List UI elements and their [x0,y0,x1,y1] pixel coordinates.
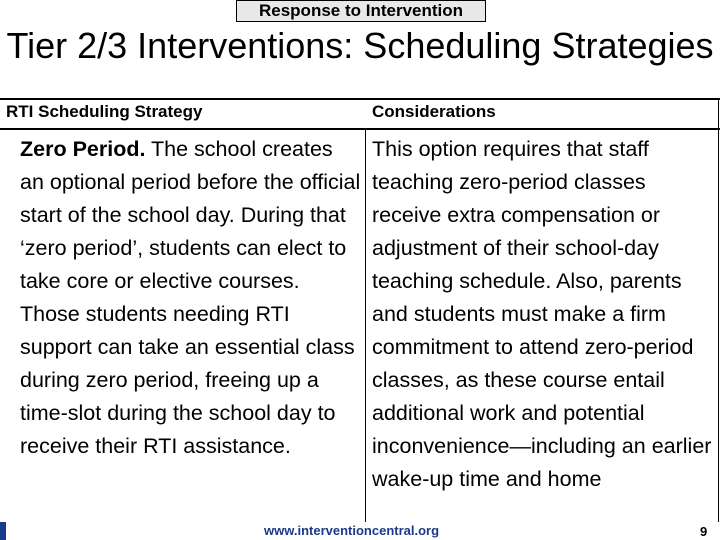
column-divider [365,128,366,540]
header-divider [0,128,720,130]
footer-url-link[interactable]: www.interventioncentral.org [264,523,440,538]
column-header-considerations: Considerations [372,102,496,121]
considerations-cell: This option requires that staff teaching zero-period classes receive extra compensation or adjustment of their school-day teaching schedule. Also, parents and students must make a firm commitment to attend zero-period classes, as these course entail additional work and potential inconvenience—including an earlier wake-up time and home [372,137,712,491]
strategy-description: The school creates an optional period before the official start of the school day. During that ‘zero period’, students can elect to take core or elective courses. Those students needing RTI support can take an essential class during zero period, freeing up a time-slot during the school day to receive their RTI assistance. [20,137,361,458]
column-header-strategy: RTI Scheduling Strategy [6,102,203,121]
table-right-border [718,98,719,540]
slide-title: Tier 2/3 Interventions: Scheduling Strategies [6,25,714,66]
strategy-cell [20,133,362,533]
footer-accent [0,522,6,540]
section-banner: Response to Intervention [236,0,486,22]
page-number: 9 [700,524,708,539]
strategy-name: Zero Period. [20,137,146,161]
